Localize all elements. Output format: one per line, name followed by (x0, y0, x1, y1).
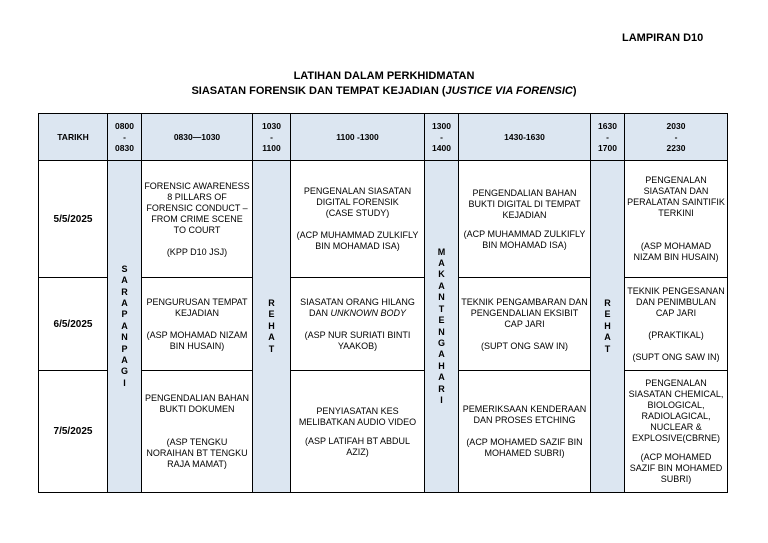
col-header-date: TARIKH (39, 114, 108, 161)
row-date: 5/5/2025 (39, 161, 108, 278)
session-cell: PENGENALAN SIASATAN DIGITAL FORENSIK (CASE STUDY) (ACP MUHAMMAD ZULKIFLY BIN MOHAMAD ISA) (291, 161, 425, 278)
session-cell: PENYIASATAN KES MELIBATKAN AUDIO VIDEO (ASP LATIFAH BT ABDUL AZIZ) (291, 371, 425, 493)
session-cell: PEMERIKSAAN KENDERAAN DAN PROSES ETCHING (ACP MOHAMED SAZIF BIN MOHAMED SUBRI) (459, 371, 591, 493)
col-header-1100: 1100 -1300 (291, 114, 425, 161)
col-header-0800: 0800 - 0830 (108, 114, 142, 161)
break-makan-tengahari: M A K A N T E N G A H A R I (425, 161, 459, 493)
session-cell: SIASATAN ORANG HILANG DAN UNKNOWN BODY (ASP NUR SURIATI BINTI YAAKOB) (291, 278, 425, 371)
session-cell: PENGENALAN SIASATAN CHEMICAL, BIOLOGICAL, RADIOLAGICAL, NUCLEAR & EXPLOSIVE(CBRNE) (ACP MOHAMED SAZIF BIN MOHAMED SUBRI) (625, 371, 728, 493)
session-cell: TEKNIK PENGAMBARAN DAN PENGENDALIAN EKSIBIT CAP JARI (SUPT ONG SAW IN) (459, 278, 591, 371)
table-row (39, 278, 728, 371)
break-rehat: R E H A T (253, 161, 291, 493)
col-header-2030: 2030 - 2230 (625, 114, 728, 161)
title-line-1: LATIHAN DALAM PERKHIDMATAN (293, 70, 475, 82)
title-line-2: SIASATAN FORENSIK DAN TEMPAT KEJADIAN (JUSTICE VIA FORENSIC) (191, 85, 577, 97)
session-cell: FORENSIC AWARENESS 8 PILLARS OF FORENSIC CONDUCT – FROM CRIME SCENE TO COURT (KPP D10 JSJ) (142, 161, 253, 278)
col-header-1030: 1030 - 1100 (253, 114, 291, 161)
row-date: 6/5/2025 (39, 278, 108, 371)
session-cell: PENGURUSAN TEMPAT KEJADIAN (ASP MOHAMAD NIZAM BIN HUSAIN) (142, 278, 253, 371)
col-header-0830: 0830—1030 (142, 114, 253, 161)
header-row (39, 114, 728, 161)
break-sarapan-pagi: S A R A P A N P A G I (108, 161, 142, 493)
row-date: 7/5/2025 (39, 371, 108, 493)
table-row (39, 371, 728, 493)
break-rehat-2: R E H A T (591, 161, 625, 493)
schedule-table (38, 113, 728, 493)
session-cell: PENGENALAN SIASATAN DAN PERALATAN SAINTIFIK TERKINI (ASP MOHAMAD NIZAM BIN HUSAIN) (625, 161, 728, 278)
col-header-1630: 1630 - 1700 (591, 114, 625, 161)
session-cell: PENGENDALIAN BAHAN BUKTI DIGITAL DI TEMPAT KEJADIAN (ACP MUHAMMAD ZULKIFLY BIN MOHAMAD ISA) (459, 161, 591, 278)
col-header-1430: 1430-1630 (459, 114, 591, 161)
session-cell: TEKNIK PENGESANAN DAN PENIMBULAN CAP JARI (PRAKTIKAL) (SUPT ONG SAW IN) (625, 278, 728, 371)
lampiran-label: LAMPIRAN D10 (622, 32, 704, 44)
table-row (39, 161, 728, 278)
session-cell: PENGENDALIAN BAHAN BUKTI DOKUMEN (ASP TENGKU NORAIHAN BT TENGKU RAJA MAMAT) (142, 371, 253, 493)
col-header-1300: 1300 - 1400 (425, 114, 459, 161)
document-title (0, 69, 768, 99)
